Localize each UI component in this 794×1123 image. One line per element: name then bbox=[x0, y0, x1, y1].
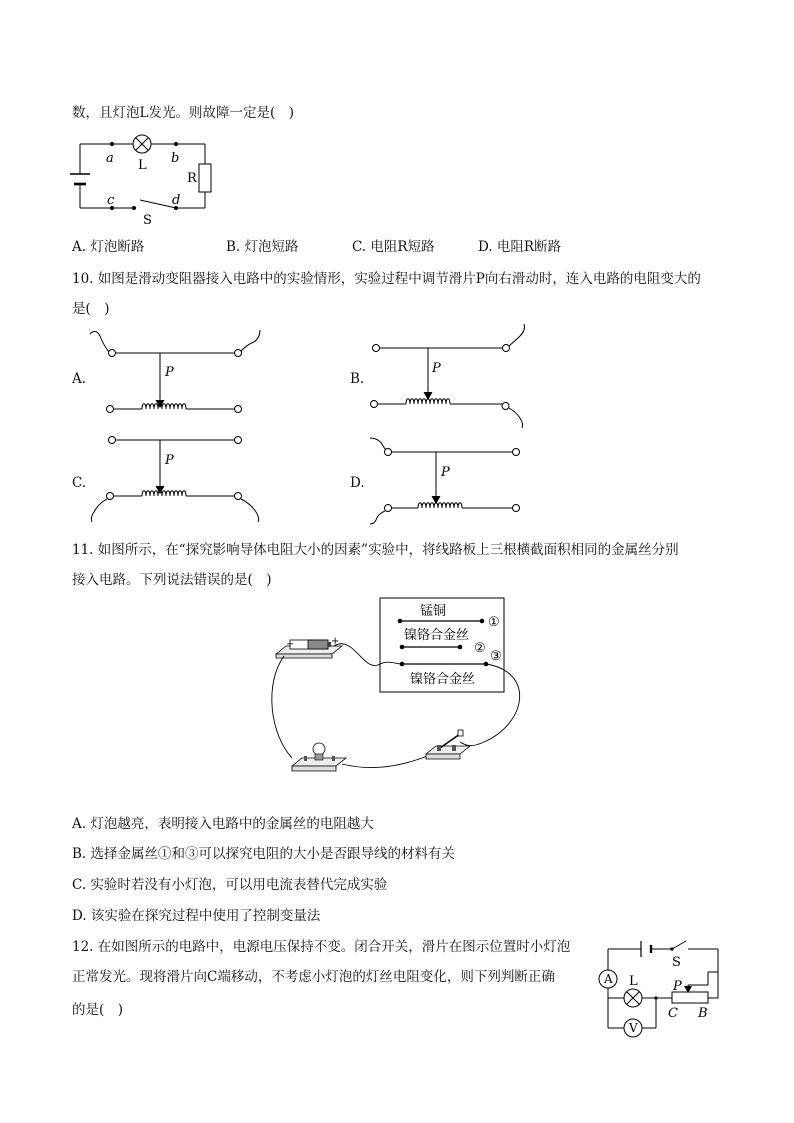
wire1-number: ① bbox=[488, 615, 500, 630]
q10-option-a-label[interactable]: A. bbox=[72, 371, 87, 387]
q12-stem-line1: 12. 在如图所示的电路中，电源电压保持不变。闭合开关，滑片在图示位置时小灯泡 bbox=[72, 939, 571, 955]
voltmeter-label: V bbox=[629, 1021, 638, 1035]
label-d: d bbox=[172, 193, 181, 208]
wire3-label: 镍铬合金丝 bbox=[410, 672, 476, 687]
q9-stem: 数，且灯泡L发光。则故障一定是( ) bbox=[72, 105, 294, 121]
q12-stem-line2: 正常发光。现将滑片向C端移动，不考虑小灯泡的灯丝电阻变化，则下列判断正确 bbox=[72, 969, 555, 985]
label-lamp: L bbox=[138, 158, 147, 173]
q10-option-d-label[interactable]: D. bbox=[350, 475, 365, 491]
q10-option-b-label[interactable]: B. bbox=[350, 371, 365, 387]
slider-label: P bbox=[165, 365, 174, 380]
ammeter-label: A bbox=[604, 972, 613, 986]
q10-option-a-rheostat[interactable] bbox=[88, 326, 268, 426]
q11-experiment-diagram bbox=[264, 594, 540, 784]
label-c: c bbox=[107, 193, 115, 208]
label-b: b bbox=[171, 151, 180, 166]
q12-circuit-diagram bbox=[594, 936, 730, 1040]
wire1-label: 锰铜 bbox=[420, 604, 447, 619]
label-switch: S bbox=[143, 213, 152, 226]
battery-minus: − bbox=[286, 639, 295, 650]
wire2-label: 镍铬合金丝 bbox=[404, 628, 470, 643]
slider-label: P bbox=[441, 465, 450, 480]
q10-stem-line2: 是( ) bbox=[72, 301, 110, 317]
battery-plus: + bbox=[331, 636, 340, 647]
q12-stem-line3: 的是( ) bbox=[72, 1002, 124, 1018]
slider-label: P bbox=[432, 361, 441, 376]
q9-option-d[interactable]: D. 电阻R断路 bbox=[478, 239, 562, 255]
q9-option-c[interactable]: C. 电阻R短路 bbox=[352, 239, 435, 255]
q9-circuit-diagram bbox=[70, 134, 220, 226]
q9-option-b[interactable]: B. 灯泡短路 bbox=[226, 239, 299, 255]
terminal-b-label: B bbox=[698, 1006, 708, 1021]
q10-option-d-rheostat[interactable] bbox=[366, 434, 536, 526]
slider-p-label: P bbox=[673, 979, 682, 994]
bulb-icon bbox=[313, 743, 325, 755]
wire3-number: ③ bbox=[490, 649, 502, 664]
switch-base bbox=[426, 746, 470, 754]
q10-option-c-label[interactable]: C. bbox=[72, 475, 87, 491]
q11-option-c[interactable]: C. 实验时若没有小灯泡，可以用电流表替代完成实验 bbox=[72, 877, 388, 893]
switch-label: S bbox=[672, 955, 681, 970]
q11-stem-line2: 接入电路。下列说法错误的是( ) bbox=[72, 572, 272, 588]
q9-option-a[interactable]: A. 灯泡断路 bbox=[72, 239, 145, 255]
q10-option-c-rheostat[interactable] bbox=[86, 432, 268, 524]
slider-label: P bbox=[165, 453, 174, 468]
q11-stem-line1: 11. 如图所示，在“探究影响导体电阻大小的因素”实验中，将线路板上三根横截面积相同的金属丝分别 bbox=[72, 542, 679, 558]
q11-option-d[interactable]: D. 该实验在探究过程中使用了控制变量法 bbox=[72, 908, 321, 924]
label-a: a bbox=[106, 151, 114, 166]
q10-option-b-rheostat[interactable] bbox=[366, 322, 536, 432]
terminal-c-label: C bbox=[668, 1006, 678, 1021]
wire2-number: ② bbox=[474, 641, 486, 656]
q11-option-b[interactable]: B. 选择金属丝①和③可以探究电阻的大小是否跟导线的材料有关 bbox=[72, 846, 456, 862]
label-resistor: R bbox=[187, 171, 197, 186]
q11-option-a[interactable]: A. 灯泡越亮，表明接入电路中的金属丝的电阻越大 bbox=[72, 816, 374, 832]
lamp-label: L bbox=[629, 974, 638, 989]
q10-stem-line1: 10. 如图是滑动变阻器接入电路中的实验情形，实验过程中调节滑片P向右滑动时，连入电路的电阻变大的 bbox=[72, 271, 701, 287]
